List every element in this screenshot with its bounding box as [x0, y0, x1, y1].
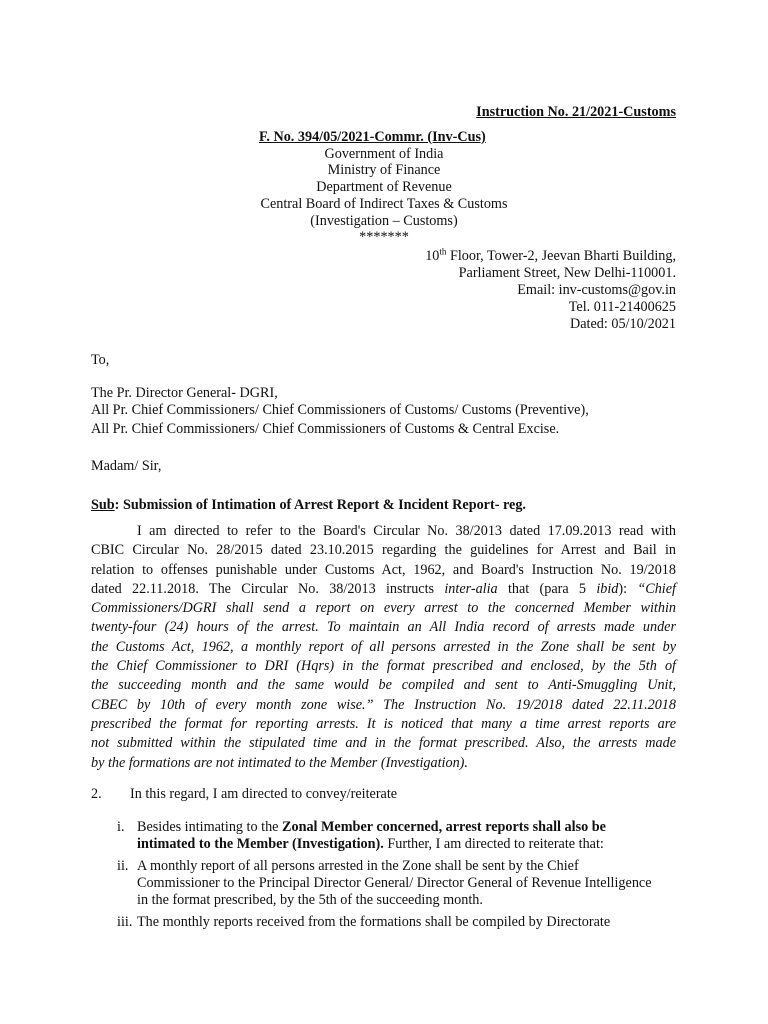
email-line: Email: inv-customs@gov.in — [517, 282, 676, 298]
para2-text: In this regard, I am directed to convey/reiterate — [130, 786, 398, 802]
para1-line: CBIC Circular No. 28/2015 dated 23.10.2015 regarding the guidelines for Arrest and Bail in — [91, 542, 676, 559]
govt-line: Government of India — [324, 146, 444, 162]
address-line-2: Parliament Street, New Delhi-110001. — [458, 265, 676, 281]
para1-line — [91, 580, 676, 599]
para1-text: dated 22.11.2018. The Circular No. 38/2013 instructs — [91, 580, 445, 597]
para1-text: that (para 5 — [497, 580, 597, 597]
para1-line: the Chief Commissioner to DRI (Hqrs) in the format prescribed and enclosed, by the 5th of — [91, 658, 676, 675]
item-number: ii. — [117, 858, 129, 874]
para1-line: I am directed to refer to the Board's Circular No. 38/2013 dated 17.09.2013 read with — [137, 523, 676, 539]
board-line: Central Board of Indirect Taxes & Customs — [260, 196, 508, 212]
item-text: Further, I am directed to reiterate that: — [383, 836, 604, 852]
address-line-1-rest: Floor, Tower-2, Jeevan Bharti Building, — [446, 248, 676, 264]
item-number: iii. — [117, 914, 133, 930]
item-number: i. — [117, 819, 125, 835]
para1-line: prescribed the format for reporting arrests. It is noticed that many a time arrest reports are — [91, 715, 676, 732]
wing-line: (Investigation – Customs) — [310, 213, 458, 229]
para2-number: 2. — [91, 786, 102, 802]
para1-line: not submitted within the stipulated time and in the format prescribed. Also, the arrests made — [91, 735, 676, 752]
para1-text: ): — [618, 580, 638, 597]
para1-line: CBEC by 10th of every month zone wise.” The Instruction No. 19/2018 dated 22.11.2018 — [91, 696, 676, 713]
address-line-1 — [425, 248, 676, 265]
salutation: Madam/ Sir, — [91, 458, 162, 474]
item-text: Besides intimating to the — [137, 819, 283, 835]
floor-number: 10 — [425, 248, 440, 264]
ministry-line: Ministry of Finance — [327, 162, 441, 178]
subject-text: : Submission of Intimation of Arrest Report & Incident Report- reg. — [114, 497, 526, 513]
file-number: F. No. 394/05/2021-Commr. (Inv-Cus) — [259, 129, 486, 145]
para1-line: relation to offenses punishable under Customs Act, 1962, and Board's Instruction No. 19/2018 — [91, 561, 676, 578]
recipient-2: All Pr. Chief Commissioners/ Chief Commissioners of Customs/ Customs (Preventive), — [91, 402, 589, 418]
item-bold-text: Zonal Member concerned, arrest reports shall also be intimated to the Member (Investigation). — [137, 819, 606, 852]
list-item: The monthly reports received from the formations shall be compiled by Directorate — [137, 914, 611, 930]
recipient-1: The Pr. Director General- DGRI, — [91, 385, 278, 401]
dated-line: Dated: 05/10/2021 — [570, 316, 676, 332]
tel-line: Tel. 011-21400625 — [568, 299, 676, 315]
para1-line: the Customs Act, 1962, a monthly report of all persons arrested in the Zone shall be sent by — [91, 638, 676, 655]
floor-suffix: th — [439, 246, 447, 257]
list-item — [137, 819, 657, 853]
list-item: A monthly report of all persons arrested in the Zone shall be sent by the Chief Commissioner to the Principal Director General/ Director General of Revenue Intelligence in the format prescribed, by the 5th of the succeeding month. — [137, 858, 652, 908]
para1-italic: “Chief — [637, 580, 676, 597]
para1-line: the succeeding month and the same would be compiled and sent to Anti-Smuggling Unit, — [91, 677, 676, 694]
para1-italic: inter-alia — [444, 580, 498, 597]
para1-line: Commissioners/DGRI shall send a report on every arrest to the concerned Member within — [91, 600, 676, 617]
department-line: Department of Revenue — [316, 179, 452, 195]
subject-line — [91, 497, 526, 514]
stars-separator: ******* — [359, 229, 409, 245]
to-label: To, — [91, 352, 110, 368]
instruction-number: Instruction No. 21/2021-Customs — [476, 104, 676, 120]
paragraph-1 — [91, 522, 676, 773]
recipient-3: All Pr. Chief Commissioners/ Chief Commissioners of Customs & Central Excise. — [91, 421, 560, 437]
para1-line: by the formations are not intimated to the Member (Investigation). — [91, 754, 468, 771]
para1-italic: ibid — [596, 580, 619, 597]
subject-label: Sub — [91, 497, 115, 513]
para1-line: twenty-four (24) hours of the arrest. To maintain an All India record of arrests made under — [91, 619, 676, 636]
